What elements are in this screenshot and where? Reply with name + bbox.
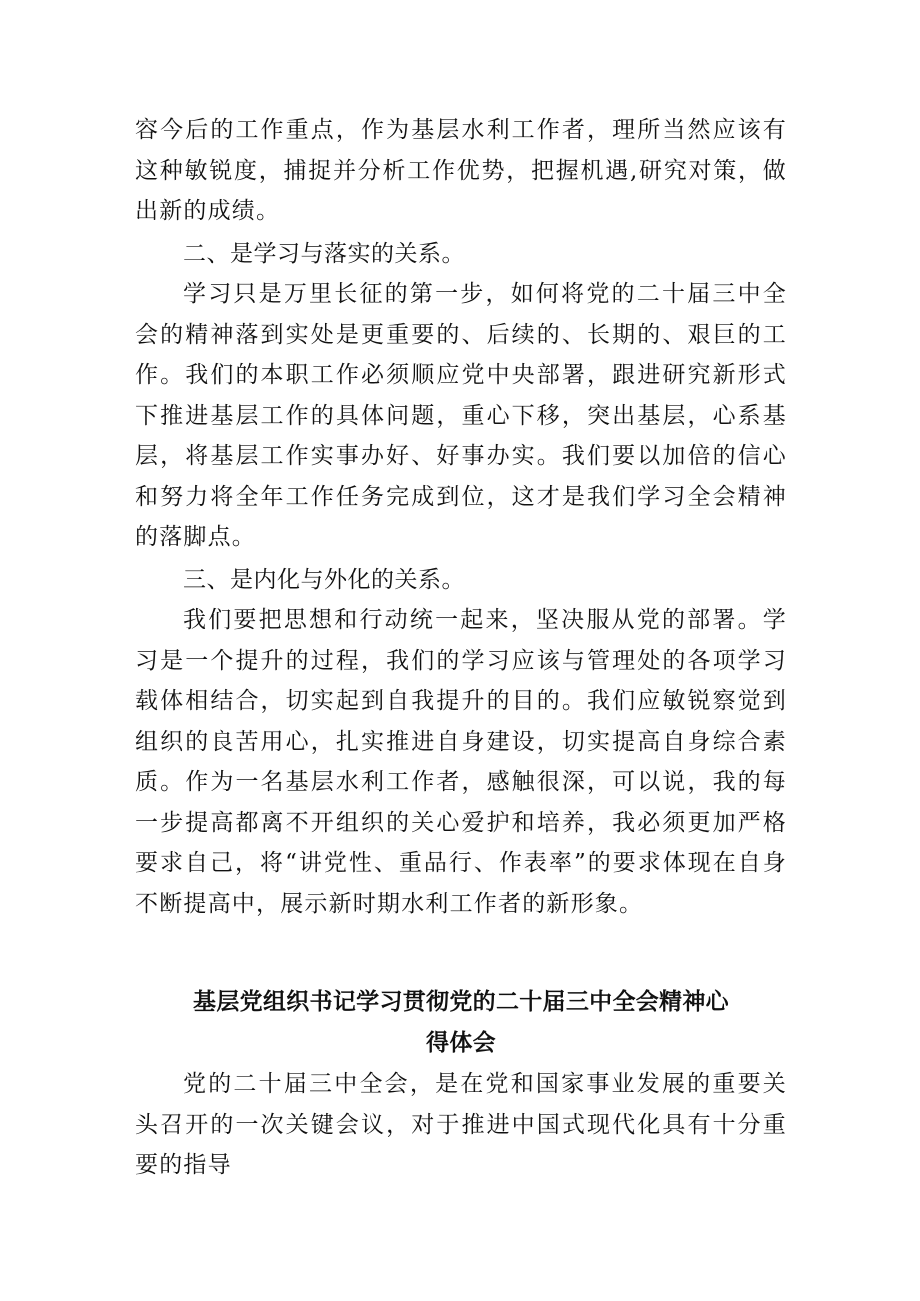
body-paragraph: 学习只是万里长征的第一步，如何将党的二十届三中全会的精神落到实处是更重要的、后续的、长期的、艰巨的工作。我们的本职工作必须顺应党中央部署，跟进研究新形式下推进基层工作的具体问题，重心下移，突出基层，心系基层，将基层工作实事办好、好事办实。我们要以加倍的信心和努力将全年工作任务完成到位，这才是我们学习全会精神的落脚点。 <box>135 281 787 550</box>
body-paragraph: 党的二十届三中全会，是在党和国家事业发展的重要关头召开的一次关键会议，对于推进中国式现代化具有十分重要的指导 <box>135 1071 787 1178</box>
section-heading: 二、是学习与落实的关系。 <box>183 240 465 267</box>
body-paragraph: 我们要把思想和行动统一起来，坚决服从党的部署。学习是一个提升的过程，我们的学习应该与管理处的各项学习载体相结合，切实起到自我提升的目的。我们应敏锐察觉到组织的良苦用心，扎实推进自身建设，切实提高自身综合素质。作为一名基层水利工作者，感触很深，可以说，我的每一步提高都离不开组织的关心爱护和培养，我必须更加严格要求自己，将“讲党性、重品行、作表率”的要求体现在自身不断提高中，展示新时期水利工作者的新形象。 <box>135 607 787 917</box>
section-heading: 三、是内化与外化的关系。 <box>183 566 465 593</box>
body-paragraph: 容今后的工作重点，作为基层水利工作者，理所当然应该有这种敏锐度，捕捉并分析工作优势，把握机遇,研究对策，做出新的成绩。 <box>135 117 787 224</box>
document-body <box>135 110 787 1186</box>
article-title-line-1: 基层党组织书记学习贯彻党的二十届三中全会精神心 <box>193 989 729 1015</box>
article-title-line-2: 得体会 <box>426 1030 496 1056</box>
article-title <box>135 982 787 1064</box>
